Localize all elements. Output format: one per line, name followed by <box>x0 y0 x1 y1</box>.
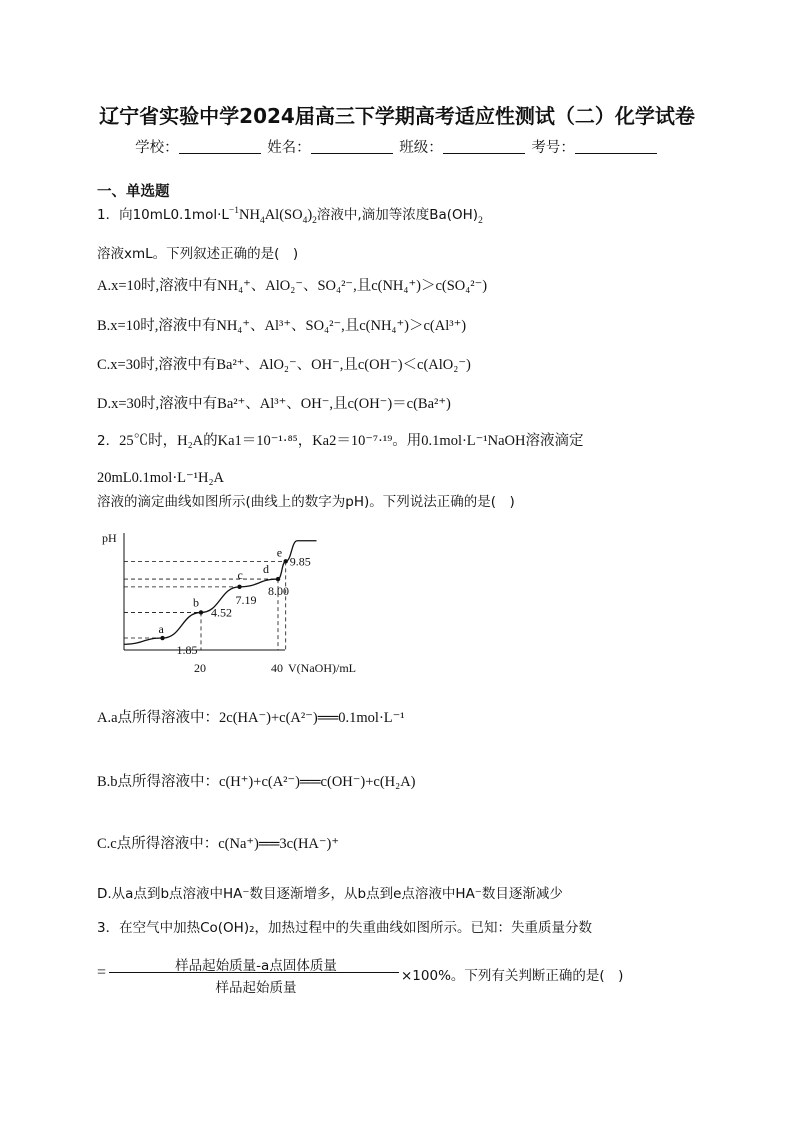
q1-option-d[interactable]: D.x=30时,溶液中有Ba²⁺、Al³⁺、OH⁻,且c(OH⁻)＝c(Ba²⁺) <box>97 396 451 412</box>
q2-option-a[interactable]: A.a点所得溶液中：2c(HA⁻)+c(A²⁻)══0.1mol·L⁻¹ <box>97 710 405 726</box>
q2-stem-text: 25℃时，H₂A的Ka1＝10⁻¹·⁸⁵，Ka2＝10⁻⁷·¹⁹。用0.1mol·L⁻¹NaOH溶液滴定 <box>119 433 584 449</box>
q2-option-b[interactable]: B.b点所得溶液中：c(H⁺)+c(A²⁻)══c(OH⁻)+c(H₂A) <box>97 774 416 790</box>
q3-tail: ×100%。下列有关判断正确的是( ) <box>401 968 624 984</box>
q1-option-c[interactable]: C.x=30时,溶液中有Ba²⁺、AlO₂⁻、OH⁻,且c(OH⁻)＜c(AlO₂⁻) <box>97 357 471 373</box>
point-label-d: d <box>263 562 269 577</box>
q1-stem-c: Al(SO <box>264 207 303 223</box>
point-c <box>237 585 241 589</box>
point-d <box>276 577 280 581</box>
q1-option-a[interactable]: A.x=10时,溶液中有NH₄⁺、AlO₂⁻、SO₄²⁻,且c(NH₄⁺)＞c(SO₄²⁻) <box>97 278 488 294</box>
x-tick-label-20: 20 <box>194 661 206 675</box>
q2-number: 2． <box>97 433 120 449</box>
point-e <box>284 559 288 563</box>
q2-stem-line2: 20mL0.1mol·L⁻¹H₂A <box>97 470 225 486</box>
titration-curve-chart <box>100 525 360 680</box>
q3-numerator: 样品起始质量-a点固体质量 <box>175 958 337 974</box>
q1-stem-a: 向10mL0.1mol·L <box>119 207 229 223</box>
q3-fraction-formula <box>97 950 624 998</box>
point-label-a: a <box>158 622 164 637</box>
q2-option-c[interactable]: C.c点所得溶液中：c(Na⁺)══3c(HA⁻)⁺ <box>97 836 340 852</box>
value-label-d: 8.00 <box>268 584 289 599</box>
q1-option-b[interactable]: B.x=10时,溶液中有NH₄⁺、Al³⁺、SO₄²⁻,且c(NH₄⁺)＞c(Al³⁺) <box>97 318 467 334</box>
point-label-e: e <box>276 545 283 560</box>
q3-equals: = <box>97 964 107 981</box>
q1-number: 1． <box>97 207 120 223</box>
q2-stem-line1 <box>97 431 584 451</box>
fraction-bar <box>109 972 399 973</box>
q3-stem-text: 在空气中加热Co(OH)₂，加热过程中的失重曲线如图所示。已知：失重质量分数 <box>119 920 593 936</box>
y-axis-label: pH <box>102 531 117 545</box>
q1-stem-b: NH <box>239 207 260 223</box>
q2-option-d[interactable]: D.从a点到b点溶液中HA⁻数目逐渐增多，从b点到e点溶液中HA⁻数目逐渐减少 <box>97 886 563 902</box>
q3-stem-line1 <box>97 918 592 938</box>
value-label-b: 4.52 <box>211 605 232 620</box>
school-label: 学校： <box>135 140 179 156</box>
value-label-e: 9.85 <box>289 554 311 569</box>
name-label: 姓名： <box>267 140 311 156</box>
q1-stem-d: ) <box>307 207 313 223</box>
point-label-b: b <box>193 595 199 610</box>
class-label: 班级： <box>399 140 443 156</box>
x-tick-label-40: 40 <box>271 661 283 675</box>
value-label-c: 7.19 <box>235 592 257 607</box>
class-blank[interactable] <box>443 139 525 154</box>
page-title: 辽宁省实验中学2024届高三下学期高考适应性测试（二）化学试卷 <box>99 104 695 128</box>
q3-number: 3． <box>97 920 120 936</box>
x-axis-label: V(NaOH)/mL <box>288 661 356 675</box>
q1-stem-e: 溶液中,滴加等浓度Ba(OH) <box>316 207 479 223</box>
point-b <box>199 610 203 614</box>
value-label-a: 1.85 <box>176 643 198 658</box>
school-blank[interactable] <box>179 139 261 154</box>
section-heading: 一、单选题 <box>97 184 170 200</box>
point-a <box>160 636 164 640</box>
number-blank[interactable] <box>575 139 657 154</box>
point-label-c: c <box>237 567 243 582</box>
q2-stem-line3: 溶液的滴定曲线如图所示(曲线上的数字为pH)。下列说法正确的是( ) <box>97 494 515 510</box>
number-label: 考号： <box>531 140 575 156</box>
q3-denominator: 样品起始质量 <box>215 980 297 996</box>
q1-stem: 1．向$10mL0.1mol\cdot L^{-1}NH_4Al(SO_4)_2$溶液中,滴加等浓度$Ba(OH)_2$ <box>97 206 483 226</box>
name-blank[interactable] <box>311 139 393 154</box>
student-info-row <box>0 136 794 157</box>
q1-stem-line2: 溶液xmL。下列叙述正确的是( ) <box>97 246 299 262</box>
